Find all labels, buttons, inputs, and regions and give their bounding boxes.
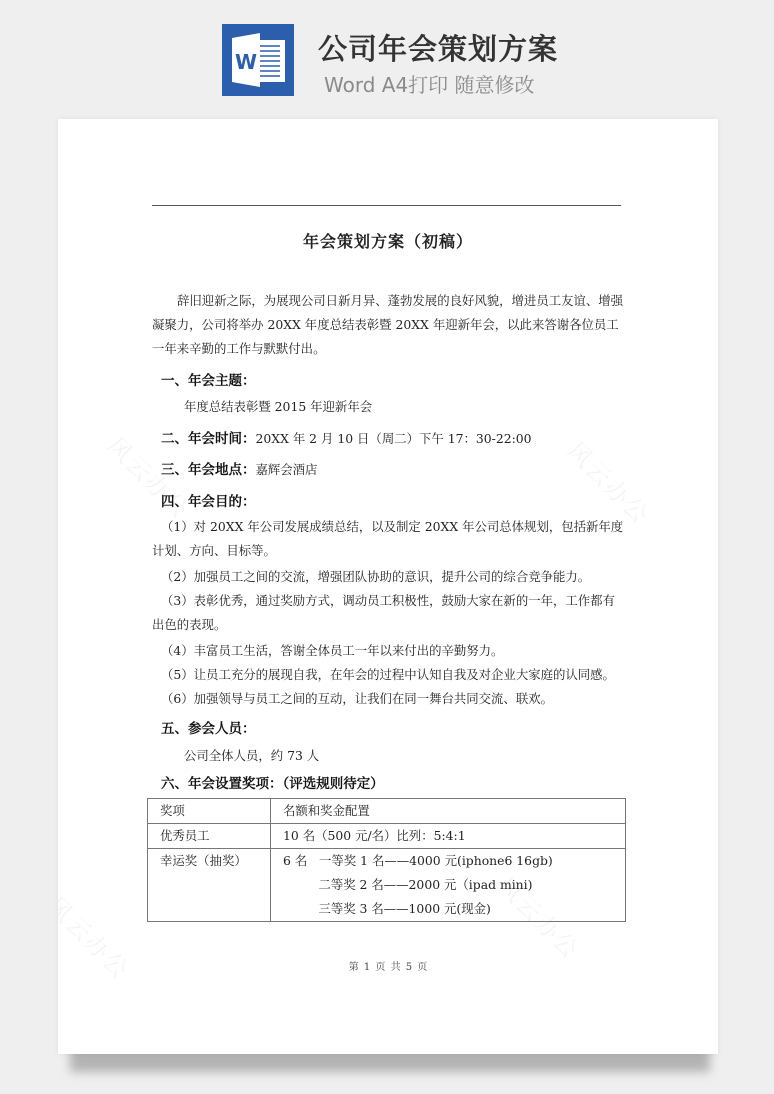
award-config-cell: 10 名（500 元/名）比列：5:4:1 (271, 824, 626, 849)
banner-title: 公司年会策划方案 (318, 32, 559, 66)
section-location-heading: 三、年会地点： (161, 462, 256, 478)
section-theme-heading: 一、年会主题： (161, 373, 256, 389)
header-rule (152, 205, 621, 206)
word-logo-icon (222, 24, 294, 96)
word-icon (222, 24, 294, 96)
award-name-cell: 优秀员工 (148, 824, 271, 849)
table-header-cell: 名额和奖金配置 (271, 799, 626, 824)
document-title: 年会策划方案（初稿） (302, 232, 473, 251)
section-theme-value: 年度总结表彰暨 2015 年迎新年会 (184, 399, 373, 414)
purpose-item: （6）加强领导与员工之间的互动，让我们在同一舞台共同交流、联欢。 (161, 691, 553, 706)
section-time-heading: 二、年会时间： (161, 431, 256, 447)
table-row (148, 824, 626, 849)
purpose-item: （1）对 20XX 年公司发展成绩总结，以及制定 20XX 年公司总体规划，包括新年度计划、方向、目标等。 (152, 519, 624, 558)
table-header-row (148, 799, 626, 824)
purpose-item: （3）表彰优秀，通过奖励方式，调动员工积极性，鼓励大家在新的一年，工作都有出色的表现。 (152, 593, 615, 632)
section-attendees-heading: 五、参会人员： (161, 721, 256, 737)
prize-line: 三等奖 3 名——1000 元(现金) (283, 901, 491, 916)
section-purpose-heading: 四、年会目的： (161, 494, 256, 510)
page-footer: 第 1 页 共 5 页 (348, 962, 428, 973)
intro-paragraph: 辞旧迎新之际，为展现公司日新月异、蓬勃发展的良好风貌，增进员工友谊、增强凝聚力，公司将举办 20XX 年度总结表彰暨 20XX 年迎新年会，以此来答谢各位员工一年来辛勤的工作与默默付出。 (152, 293, 624, 356)
banner (0, 0, 774, 110)
section-awards-heading: 六、年会设置奖项：（评选规则待定） (161, 776, 384, 792)
section-attendees-value: 公司全体人员，约 73 人 (184, 748, 320, 763)
table-row (148, 849, 626, 922)
awards-table (147, 798, 626, 922)
table-header-cell: 奖项 (148, 799, 271, 824)
award-config-cell (271, 849, 626, 922)
prize-line: 6 名 一等奖 1 名——4000 元(iphone6 16gb) (283, 853, 553, 868)
purpose-item: （5）让员工充分的展现自我，在年会的过程中认知自我及对企业大家庭的认同感。 (161, 667, 615, 682)
section-location-value: 嘉辉会酒店 (255, 462, 318, 477)
award-name-cell: 幸运奖（抽奖） (148, 849, 271, 922)
section-time-value: 20XX 年 2 月 10 日（周二）下午 17：30-22:00 (255, 431, 532, 446)
banner-subtitle: Word A4打印 随意修改 (324, 73, 535, 97)
svg-text:W: W (234, 50, 258, 74)
section-time (161, 427, 532, 447)
section-location (161, 458, 317, 478)
prize-line: 二等奖 2 名——2000 元（ipad mini) (283, 877, 533, 892)
document-page (58, 119, 718, 1054)
purpose-item: （2）加强员工之间的交流，增强团队协助的意识，提升公司的综合竞争能力。 (161, 569, 591, 584)
purpose-item: （4）丰富员工生活，答谢全体员工一年以来付出的辛勤努力。 (161, 643, 504, 658)
